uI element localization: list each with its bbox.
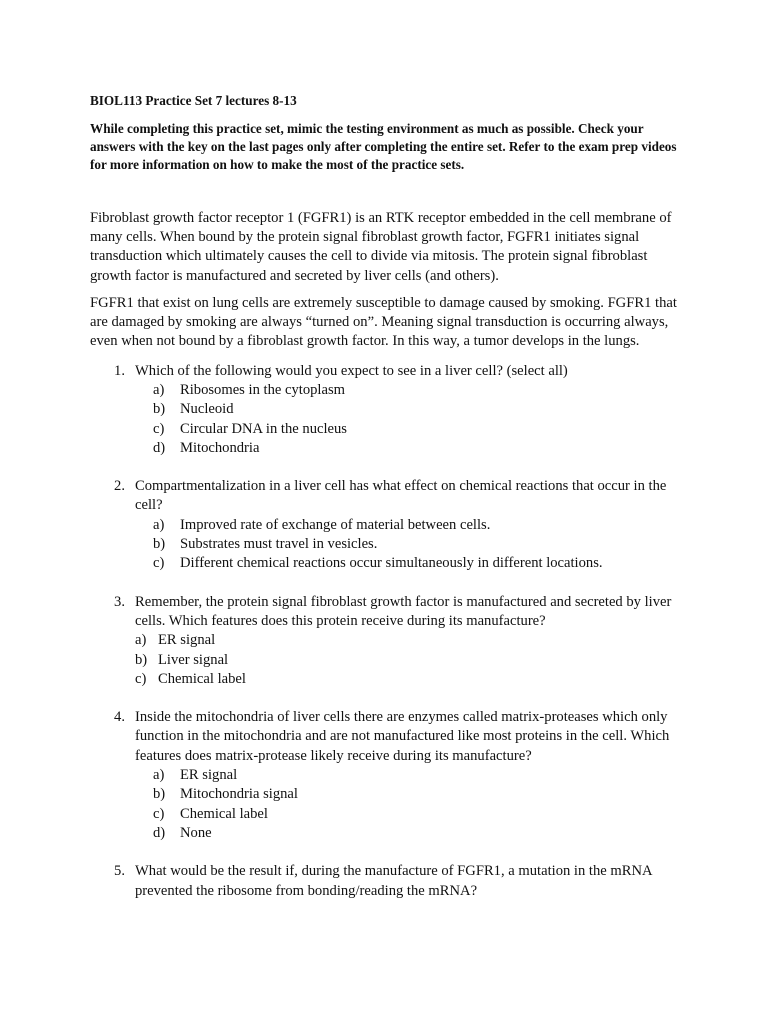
question-number: 5. [114, 863, 125, 880]
option-letter: c) [153, 555, 165, 572]
option-item [153, 420, 680, 439]
question-2 [90, 477, 680, 573]
question-4 [90, 708, 680, 843]
document-content [90, 92, 680, 920]
option-letter: b) [135, 651, 148, 668]
option-letter: a) [153, 516, 165, 533]
option-text: ER signal [158, 632, 216, 649]
option-text: None [180, 824, 212, 841]
option-item [153, 381, 680, 400]
option-item [135, 651, 680, 670]
option-letter: b) [153, 536, 166, 553]
question-text: What would be the result if, during the manufacture of FGFR1, a mutation in the mRNA prevented the ribosome from bonding/reading the mRNA? [135, 863, 652, 899]
question-text: Inside the mitochondria of liver cells there are enzymes called matrix-proteases which only function in the mitochondria and are not manufactured like most proteins in the cell. Which features does matrix-protease likely receive during its manufacture? [135, 709, 670, 764]
option-text: Circular DNA in the nucleus [180, 420, 347, 437]
option-letter: c) [153, 420, 165, 437]
option-item [153, 400, 680, 419]
intro-paragraph-2: FGFR1 that exist on lung cells are extremely susceptible to damage caused by smoking. FGFR1 that are damaged by smoking are always “turned on”. Meaning signal transduction is occurring always, even when not bound by a fibroblast growth factor. In this way, a tumor develops in the lungs. [90, 294, 677, 350]
option-item [153, 766, 680, 785]
option-item [135, 670, 680, 689]
question-5 [90, 862, 680, 901]
option-letter: b) [153, 401, 166, 418]
option-text: Chemical label [180, 805, 268, 822]
question-3 [90, 593, 680, 689]
option-item [153, 535, 680, 554]
option-letter: a) [135, 632, 147, 649]
document-title: BIOL113 Practice Set 7 lectures 8-13 [90, 93, 297, 108]
option-item [135, 631, 680, 650]
option-text: Nucleoid [180, 401, 234, 418]
question-text: Remember, the protein signal fibroblast growth factor is manufactured and secreted by liver cells. Which features does this protein receive during its manufacture? [135, 593, 672, 629]
options-list [135, 631, 680, 689]
instructions-text: While completing this practice set, mimic the testing environment as much as possible. Check your answers with the key on the last pages only after completing the entire set. Refer to the exam prep videos for more information on how to make the most of the practice sets. [90, 121, 677, 173]
option-item [153, 439, 680, 458]
option-text: Substrates must travel in vesicles. [180, 536, 378, 553]
option-letter: b) [153, 786, 166, 803]
option-item [153, 554, 680, 573]
question-number: 1. [114, 362, 125, 379]
option-text: Mitochondria [180, 439, 260, 456]
option-letter: d) [153, 439, 166, 456]
option-text: Liver signal [158, 651, 229, 668]
option-letter: d) [153, 824, 166, 841]
question-number: 3. [114, 593, 125, 610]
question-text: Compartmentalization in a liver cell has what effect on chemical reactions that occur in the cell? [135, 478, 667, 514]
option-item [153, 824, 680, 843]
option-letter: c) [135, 670, 147, 687]
option-text: Improved rate of exchange of material between cells. [180, 516, 491, 533]
question-1 [90, 362, 680, 458]
option-item [153, 785, 680, 804]
option-item [153, 516, 680, 535]
option-text: Ribosomes in the cytoplasm [180, 381, 345, 398]
option-letter: a) [153, 381, 165, 398]
option-item [153, 805, 680, 824]
option-text: Different chemical reactions occur simultaneously in different locations. [180, 555, 603, 572]
option-letter: c) [153, 805, 165, 822]
option-text: ER signal [180, 767, 238, 784]
question-number: 2. [114, 478, 125, 495]
question-number: 4. [114, 709, 125, 726]
intro-paragraph-1: Fibroblast growth factor receptor 1 (FGFR1) is an RTK receptor embedded in the cell membrane of many cells. When bound by the protein signal fibroblast growth factor, FGFR1 initiates signal transduction which ultimately causes the cell to divide via mitosis. The protein signal fibroblast growth factor is manufactured and secreted by liver cells (and others). [90, 209, 672, 284]
option-letter: a) [153, 767, 165, 784]
options-list [135, 381, 680, 458]
option-text: Mitochondria signal [180, 786, 298, 803]
options-list [135, 766, 680, 843]
question-text: Which of the following would you expect to see in a liver cell? (select all) [135, 362, 568, 379]
options-list [135, 516, 680, 574]
option-text: Chemical label [158, 670, 246, 687]
